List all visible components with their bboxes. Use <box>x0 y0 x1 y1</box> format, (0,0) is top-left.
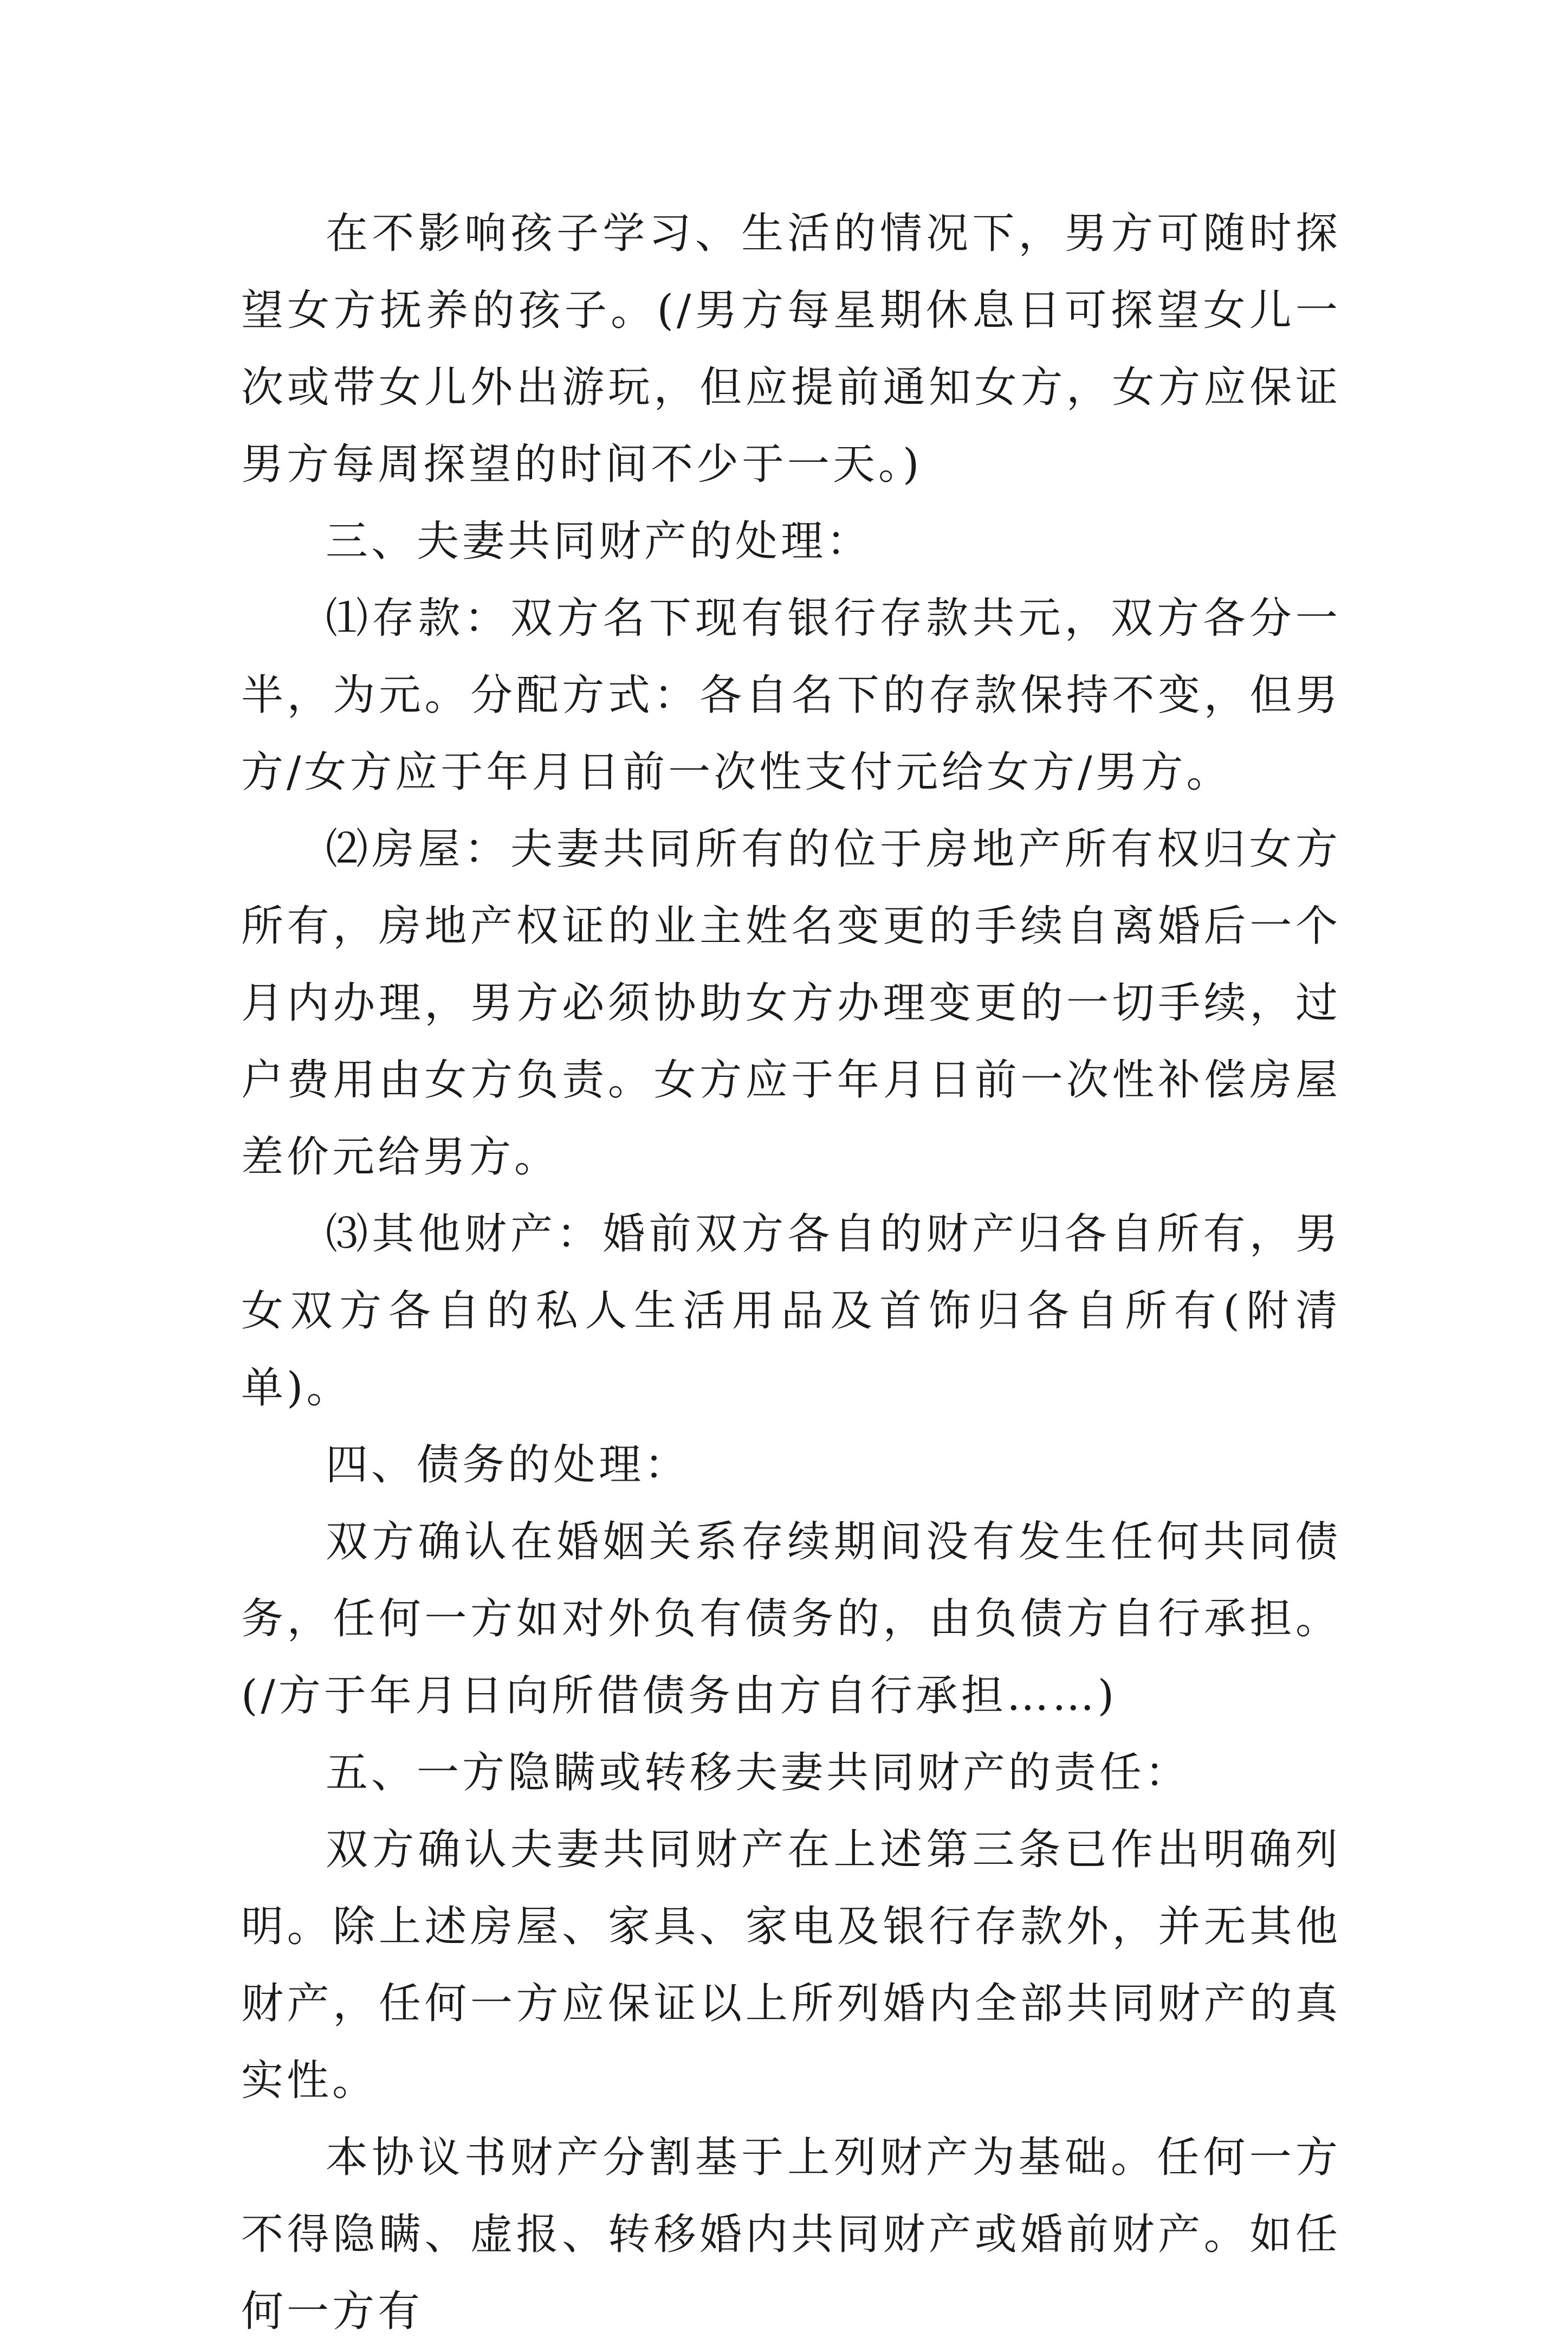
document-body <box>241 195 1341 2350</box>
heading-concealment-liability: 五、一方隐瞒或转移夫妻共同财产的责任： <box>326 1748 1191 1797</box>
paragraph-debts: 双方确认在婚姻关系存续期间没有发生任何共同债务，任何一方如对外负有债务的，由负债方自行承担。(/方于年月日向所借债务由方自行承担……) <box>241 1518 1341 1720</box>
paragraph-other-property: ⑶其他财产：婚前双方各自的财产归各自所有，男女双方各自的私人生活用品及首饰归各自所有(附清单)。 <box>241 1210 1341 1412</box>
heading-debts: 四、债务的处理： <box>326 1441 690 1489</box>
heading-joint-property: 三、夫妻共同财产的处理： <box>326 517 872 566</box>
paragraph-housing: ⑵房屋：夫妻共同所有的位于房地产所有权归女方所有，房地产权证的业主姓名变更的手续自离婚后一个月内办理，男方必须协助女方办理变更的一切手续，过户费用由女方负责。女方应于年月日前一次性补偿房屋差价元给男方。 <box>241 825 1341 1182</box>
paragraph-property-division-basis: 本协议书财产分割基于上列财产为基础。任何一方不得隐瞒、虚报、转移婚内共同财产或婚前财产。如任何一方有 <box>241 2133 1341 2336</box>
paragraph-savings: ⑴存款：双方名下现有银行存款共元，双方各分一半，为元。分配方式：各自名下的存款保持不变，但男方/女方应于年月日前一次性支付元给女方/男方。 <box>241 594 1341 797</box>
paragraph-visitation: 在不影响孩子学习、生活的情况下，男方可随时探望女方抚养的孩子。(/男方每星期休息日可探望女儿一次或带女儿外出游玩，但应提前通知女方，女方应保证男方每周探望的时间不少于一天。) <box>241 209 1341 489</box>
paragraph-property-confirmation: 双方确认夫妻共同财产在上述第三条已作出明确列明。除上述房屋、家具、家电及银行存款外，并无其他财产，任何一方应保证以上所列婚内全部共同财产的真实性。 <box>241 1825 1341 2105</box>
